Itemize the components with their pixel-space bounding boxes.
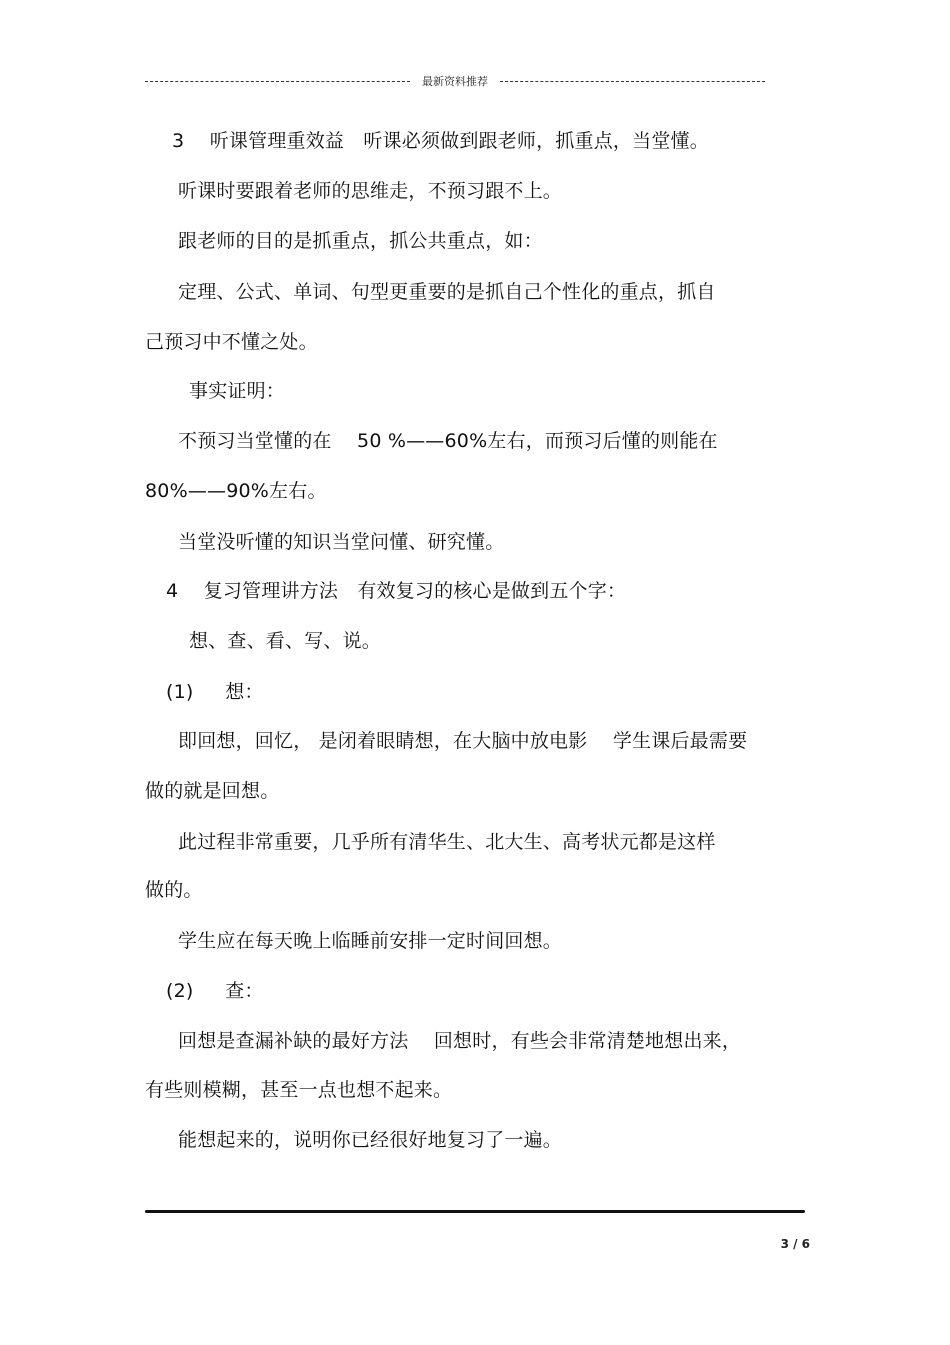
- text-line: 跟老师的目的是抓重点，抓公共重点，如：: [178, 230, 543, 252]
- text-line: 即回想，回忆， 是闭着眼睛想，在大脑中放电影 学生课后最需要: [178, 730, 748, 752]
- text-line: 此过程非常重要，几乎所有清华生、北大生、高考状元都是这样: [178, 831, 716, 853]
- text-line: 己预习中不懂之处。: [145, 331, 318, 353]
- header-dash-left: [145, 81, 410, 82]
- footer-rule: [145, 1210, 805, 1213]
- text-line: (1) 想：: [166, 681, 264, 703]
- page-header: [145, 72, 765, 90]
- text-line: 事实证明：: [189, 380, 286, 402]
- text-line: 不预习当堂懂的在 50 %——60%左右，而预习后懂的则能在: [178, 430, 718, 452]
- header-title: 最新资料推荐: [422, 75, 488, 88]
- text-line: 有些则模糊，甚至一点也想不起来。: [145, 1079, 453, 1101]
- text-line: 80%——90%左右。: [145, 480, 327, 502]
- header-dash-right: [500, 81, 765, 82]
- text-line: 4 复习管理讲方法 有效复习的核心是做到五个字：: [166, 580, 627, 602]
- text-line: 能想起来的，说明你已经很好地复习了一遍。: [178, 1129, 563, 1151]
- text-line: 3 听课管理重效益 听课必须做到跟老师，抓重点，当堂懂。: [172, 130, 709, 152]
- text-line: 想、查、看、写、说。: [189, 630, 382, 652]
- text-line: 做的。: [145, 879, 203, 901]
- text-line: (2) 查：: [166, 980, 264, 1002]
- text-line: 学生应在每天晚上临睡前安排一定时间回想。: [178, 930, 563, 952]
- text-line: 当堂没听懂的知识当堂问懂、研究懂。: [178, 531, 505, 553]
- page-number: 3 / 6: [780, 1237, 810, 1251]
- text-line: 听课时要跟着老师的思维走，不预习跟不上。: [178, 180, 563, 202]
- text-line: 做的就是回想。: [145, 780, 280, 802]
- text-line: 回想是查漏补缺的最好方法 回想时，有些会非常清楚地想出来，: [178, 1030, 742, 1052]
- text-line: 定理、公式、单词、句型更重要的是抓自己个性化的重点，抓自: [178, 281, 716, 303]
